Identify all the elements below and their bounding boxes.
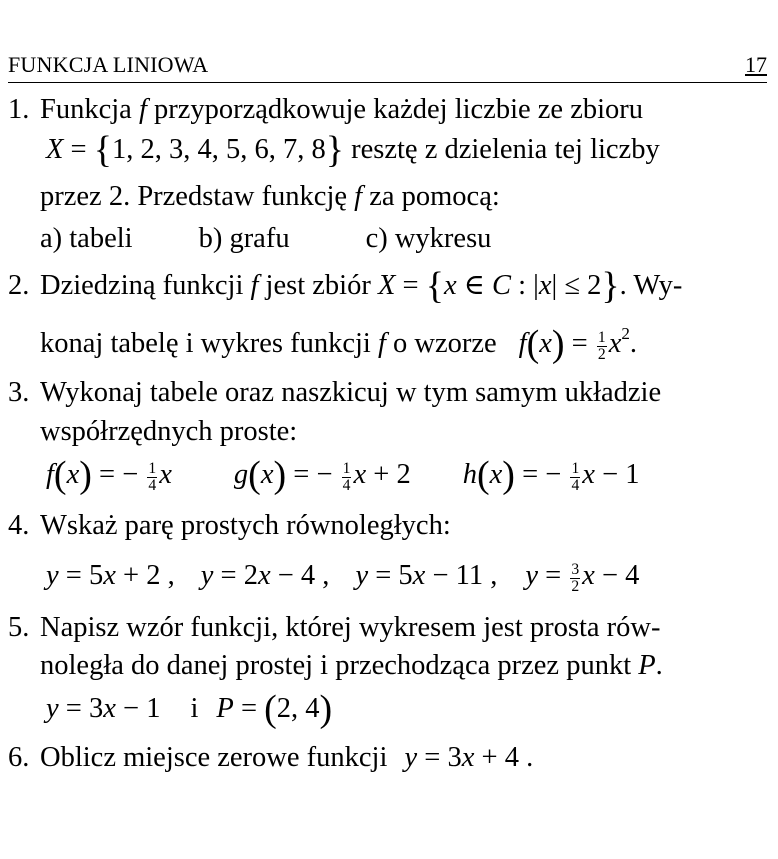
problem-number: 4. — [8, 510, 30, 541]
problem-2-line-2: konaj tabelę i wykres funkcji f o wzorze f(x) = $\frac{1}{2}$ $x^2$. — [40, 323, 638, 365]
problem-2-formula: f(x) = $\frac{1}{2}$ $x^2$. — [518, 323, 638, 365]
problem-5-line-2: noległa do danej prostej i przechodząca przez punkt P. — [40, 650, 663, 681]
page-header — [8, 50, 767, 83]
problem-number: 1. — [8, 94, 30, 125]
set-elements: 1, 2, 3, 4, 5, 6, 7, 8 — [112, 134, 326, 165]
option-a: a) tabeli — [40, 223, 133, 254]
line-equation: y = 2x − 4 , — [200, 560, 330, 591]
option-c: c) wykresu — [365, 223, 492, 254]
line-equation: y = 5x − 11 , — [355, 560, 498, 591]
problem-4-equations — [46, 562, 639, 595]
problem-5-line-1: 5. Napisz wzór funkcji, której wykresem jest prosta rów- — [8, 612, 661, 643]
problem-3-line-2: współrzędnych proste: — [40, 416, 298, 447]
problem-3-functions — [46, 454, 640, 496]
problem-number: 2. — [8, 270, 30, 301]
page-number: 17 — [745, 52, 767, 77]
problem-1-line-1: 1. Funkcja f przyporządkowuje każdej liczbie ze zbioru — [8, 94, 644, 125]
problem-4-line-1: 4. Wskaż parę prostych równoległych: — [8, 510, 451, 541]
line-equation: y = 5x + 2 , — [46, 560, 175, 591]
problem-1-options — [40, 225, 491, 254]
problem-number: 6. — [8, 742, 30, 773]
problem-1-line-2: X = {1, 2, 3, 4, 5, 6, 7, 8} resztę z dzielenia tej liczby — [46, 129, 660, 171]
problem-6-line-1: 6. Oblicz miejsce zerowe funkcji y = 3x + 4 . — [8, 742, 534, 773]
problem-1-line-3: przez 2. Przedstaw funkcję f za pomocą: — [40, 181, 500, 212]
problem-3-line-1: 3. Wykonaj tabele oraz naszkicuj w tym samym układzie — [8, 377, 662, 408]
problem-2-line-1: 2. Dziedziną funkcji f jest zbiór X = {x ∈ C : |x| ≤ 2}. Wy- — [8, 265, 683, 307]
function-f: f(x) = − $\frac{1}{4}$ x — [46, 454, 172, 496]
chapter-title: FUNKCJA LINIOWA — [8, 52, 209, 77]
option-b: b) grafu — [198, 223, 290, 254]
function-h: h(x) = − $\frac{1}{4}$ x − 1 — [462, 454, 640, 496]
problem-5-line-3: y = 3x − 1 i P = (2, 4) — [46, 688, 333, 730]
problem-6-equation: y = 3x + 4 . — [404, 742, 534, 773]
function-g: g(x) = − $\frac{1}{4}$ x + 2 — [233, 454, 411, 496]
problem-number: 3. — [8, 377, 30, 408]
problem-number: 5. — [8, 612, 30, 643]
line-equation: y = $\frac{3}{2}$ x − 4 — [525, 560, 640, 596]
